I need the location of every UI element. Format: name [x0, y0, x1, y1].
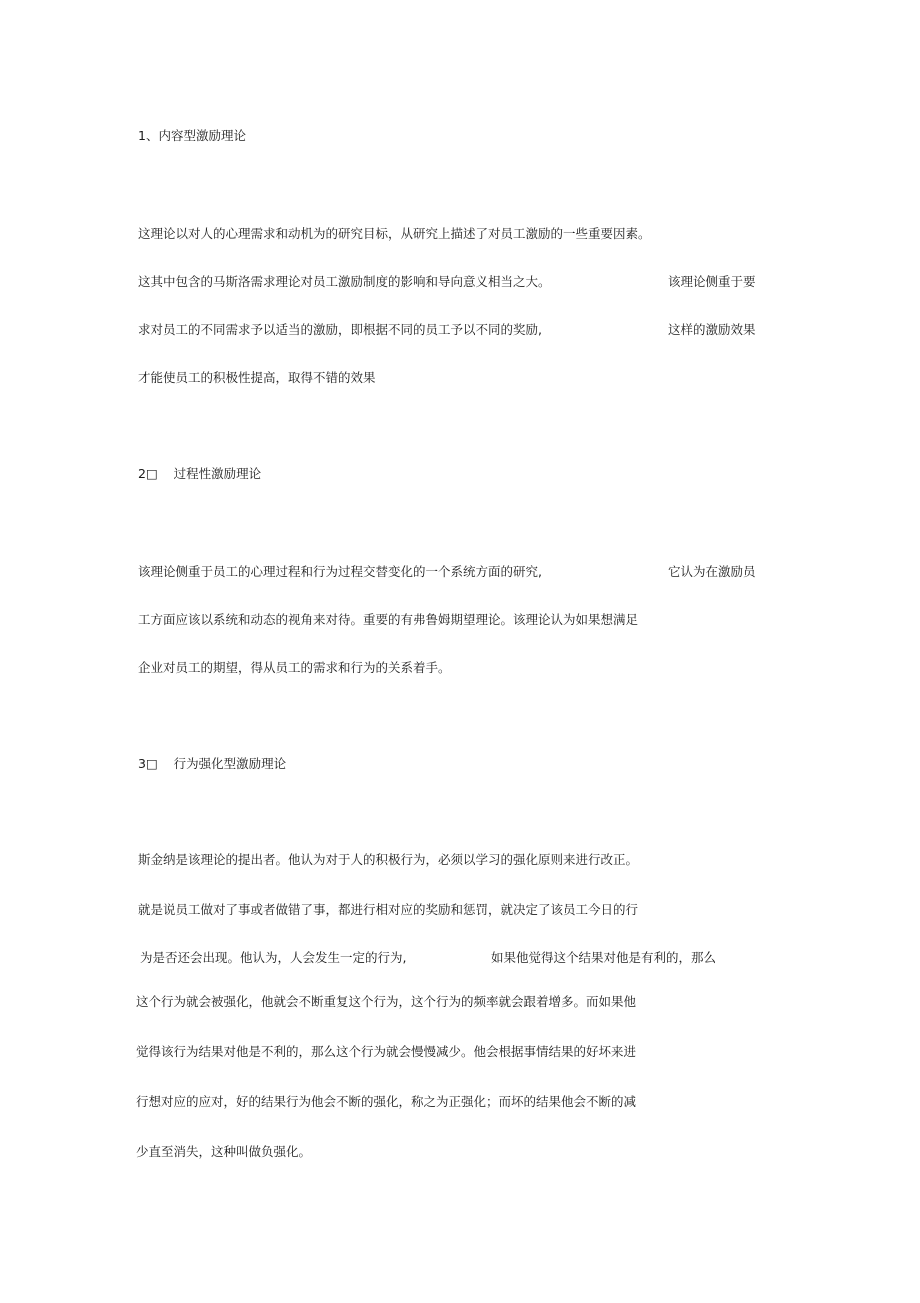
paragraph-line: 工方面应该以系统和动态的视角来对待。重要的有弗鲁姆期望理论。该理论认为如果想满足	[138, 612, 639, 627]
paragraph-line: 就是说员工做对了事或者做错了事，都进行相对应的奖励和惩罚，就决定了该员工今日的行	[138, 902, 639, 917]
paragraph-line: 斯金纳是该理论的提出者。他认为对于人的积极行为，必须以学习的强化原则来进行改正。	[138, 852, 639, 867]
paragraph-line: 它认为在激励员	[668, 564, 756, 579]
paragraph-line: 行想对应的应对，好的结果行为他会不断的强化，称之为正强化；而坏的结果他会不断的减	[136, 1094, 637, 1109]
paragraph-line: 这样的激励效果	[668, 322, 756, 337]
paragraph-line: 该理论侧重于员工的心理过程和行为过程交替变化的一个系统方面的研究,	[138, 564, 542, 579]
paragraph-line: 求对员工的不同需求予以适当的激励，即根据不同的员工予以不同的奖励,	[138, 322, 542, 337]
section-heading: 3□ 行为强化型激励理论	[138, 756, 287, 771]
paragraph-line: 才能使员工的积极性提高，取得不错的效果	[138, 370, 376, 385]
paragraph-line: 企业对员工的期望，得从员工的需求和行为的关系着手。	[138, 660, 451, 675]
paragraph-line: 为是否还会出现。他认为，人会发生一定的行为,	[140, 950, 407, 965]
paragraph-line: 少直至消失，这种叫做负强化。	[136, 1144, 312, 1159]
paragraph-line: 这个行为就会被强化，他就会不断重复这个行为，这个行为的频率就会跟着增多。而如果他	[136, 994, 637, 1009]
paragraph-line: 觉得该行为结果对他是不利的，那么这个行为就会慢慢减少。他会根据事情结果的好坏来进	[136, 1044, 637, 1059]
paragraph-line: 该理论侧重于要	[668, 274, 756, 289]
section-heading: 2□ 过程性激励理论	[138, 466, 262, 481]
paragraph-line: 这理论以对人的心理需求和动机为的研究目标，从研究上描述了对员工激励的一些重要因素。	[138, 226, 651, 241]
paragraph-line: 如果他觉得这个结果对他是有利的，那么	[491, 950, 717, 965]
paragraph-line: 这其中包含的马斯洛需求理论对员工激励制度的影响和导向意义相当之大。	[138, 274, 551, 289]
section-heading: 1、内容型激励理论	[138, 128, 246, 143]
